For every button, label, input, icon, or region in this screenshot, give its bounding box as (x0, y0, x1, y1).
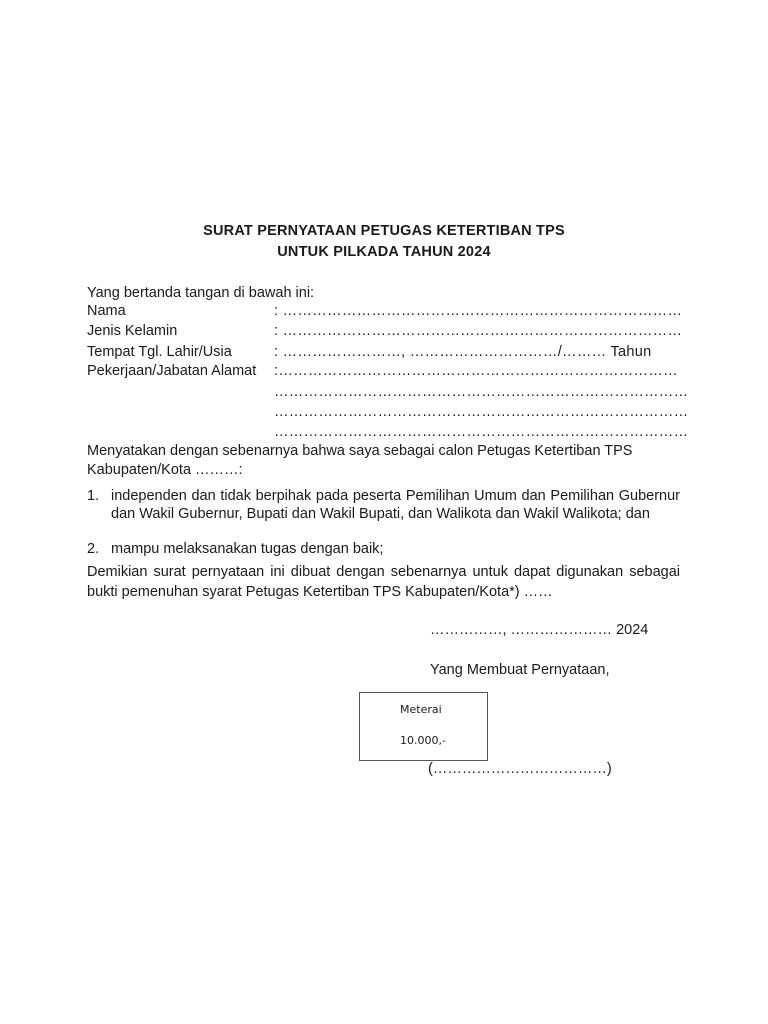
nama-field: : ……………………………………………………………………… (274, 303, 683, 319)
jenis-kelamin-label: Jenis Kelamin (87, 323, 178, 339)
alamat-line-4: ………………………………………………………………………… (274, 424, 689, 440)
jenis-kelamin-field: : ……………………………………………………………………… (274, 323, 683, 339)
alamat-line-2: ………………………………………………………………………… (274, 384, 689, 400)
statement-line2: Kabupaten/Kota ………: (87, 462, 243, 478)
list-item-number: 1. (87, 488, 100, 504)
stamp-title: Meterai (400, 703, 442, 716)
list-item-text: mampu melaksanakan tugas dengan baik; (111, 541, 384, 557)
list-item-2 (87, 540, 680, 558)
statement-line1: Menyatakan dengan sebenarnya bahwa saya sebagai calon Petugas Ketertiban TPS (87, 443, 633, 459)
alamat-line-3: ………………………………………………………………………… (274, 404, 689, 420)
meterai-stamp-box (359, 692, 488, 761)
document-title-line2: UNTUK PILKADA TAHUN 2024 (277, 244, 491, 260)
nama-label: Nama (87, 303, 126, 319)
ttl-label: Tempat Tgl. Lahir/Usia (87, 344, 232, 360)
signer-label: Yang Membuat Pernyataan, (430, 662, 610, 678)
pekerjaan-alamat-field: :……………………………………………………………………… (274, 363, 678, 379)
place-date: ……………, ………………… 2024 (430, 622, 649, 638)
list-item-text: independen dan tidak berpihak pada peserta Pemilihan Umum dan Pemilihan Gubernur dan Wakil Gubernur, Bupati dan Wakil Bupati, dan Walikota dan Wakil Walikota; dan (111, 488, 680, 522)
intro-text: Yang bertanda tangan di bawah ini: (87, 285, 315, 301)
signature-line: (………………………………) (428, 761, 612, 777)
document-title-line1: SURAT PERNYATAAN PETUGAS KETERTIBAN TPS (203, 223, 565, 239)
list-item-number: 2. (87, 541, 100, 557)
closing-paragraph: Demikian surat pernyataan ini dibuat dengan sebenarnya untuk dapat digunakan sebagai bukti pemenuhan syarat Petugas Ketertiban TPS Kabupaten/Kota*) …… (87, 564, 680, 600)
stamp-value: 10.000,- (400, 734, 446, 747)
list-item-1 (87, 487, 680, 523)
pekerjaan-alamat-label: Pekerjaan/Jabatan Alamat (87, 363, 257, 379)
ttl-field: : ……………………, …………………………/……… Tahun (274, 344, 652, 360)
